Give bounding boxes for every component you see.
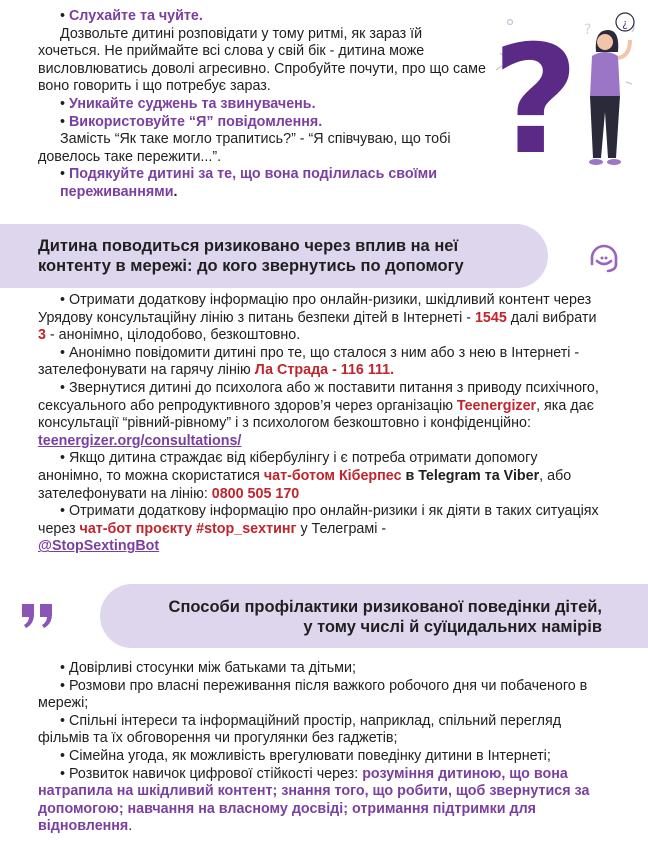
- helpline-item-teenergizer: • Звернутися дитині до психолога або ж поставити питання з приводу психічного, сексуального або репродуктивного здоров’я через організацію Teenergizer, яка дає консультації “рівний-рівному” і з психологом безкоштовно і конфіденційно: teenergizer.org/consultations/: [38, 379, 599, 449]
- helpline-banner: [0, 224, 548, 288]
- svg-text:¿: ¿: [622, 17, 628, 30]
- svg-text:?: ?: [492, 14, 580, 170]
- prevention-item: • Розмови про власні переживання після важкого робочого дня чи побаченого в мережі;: [38, 677, 588, 712]
- tip-i-messages-text: Замість “Як таке могло трапитись?” - “Я співчуваю, що тобі довелось таке пережити...”.: [38, 131, 451, 165]
- helpline-item-gov: • Отримати додаткову інформацію про онлайн-ризики, шкідливий контент через Урядову консультаційну лінію з питань безпеки дітей в Інтернеті - 1545 далі вибрати 3 - анонімно, цілодобово, безкоштовно.: [38, 292, 597, 344]
- helpline-item-lastrada: • Анонімно повідомити дитині про те, що сталося з ним або з нею в Інтернеті - зателефонувати на гарячу лінію Ла Страда - 116 111.: [38, 344, 580, 379]
- prevention-item: • Розвиток навичок цифрової стійкості через: розуміння дитиною, що вона натрапила на шкідливий контент; знання того, що робити, щоб звернутися за допомогою; навчання на власному досвіді; отримання підтримки для відновлення.: [38, 765, 590, 835]
- tip-listen: • Слухайте та чуйте.: [60, 8, 203, 24]
- prevention-banner: [100, 584, 648, 648]
- tip-avoid-judgement: • Уникайте суджень та звинувачень.: [60, 95, 316, 112]
- tip-thank: • Подякуйте дитині за те, що вона поділилась своїми переживаннями.: [60, 166, 438, 200]
- helpline-banner-title: Дитина поводиться ризиковано через вплив на неї контенту в мережі: до кого звернутись по допомогу: [38, 237, 464, 275]
- stopsexting-bot-link[interactable]: @StopSextingBot: [38, 538, 160, 555]
- helpline-item-kiberpes: • Якщо дитина страждає від кібербулінгу і є потреба отримати допомогу анонімно, то можна скористатися чат-ботом Кіберпес в Telegram та Viber, або зателефонувати на лінію: 0800 505 170: [38, 450, 572, 502]
- headset-icon: [585, 238, 623, 274]
- svg-text:?: ?: [584, 22, 592, 38]
- prevention-banner-title: Способи профілактики ризикованої поведінки дітей, у тому числі й суїцидальних намірів: [168, 598, 602, 636]
- quote-icon: [20, 600, 56, 630]
- helpline-item-stopsexting: • Отримати додаткову інформацію про онлайн-ризики і як діяти в таких ситуаціях через чат-бот проєкту #stop_sexтинг у Телеграмі - @StopSextingBot: [38, 503, 599, 555]
- tip-i-messages: • Використовуйте “Я” повідомлення.: [60, 113, 323, 130]
- prevention-item: • Сімейна угода, як можливість врегулювати поведінку дитини в Інтернеті;: [60, 747, 551, 764]
- helplines-section: [38, 292, 604, 556]
- prevention-item: • Спільні інтереси та інформаційний простір, наприклад, спільний перегляд фільмів та їх обговорення чи прогулянки без гаджетів;: [38, 712, 562, 747]
- tip-listen-text: Дозвольте дитині розповідати у тому ритмі, як зараз їй хочеться. Не приймайте всі слова у свій бік - дитина може висловлюватись доволі агресивно. Спробуйте почути, про що саме воно говорить і що потребує зараз.: [38, 25, 486, 95]
- question-woman-illustration: [492, 12, 642, 170]
- tips-section: [38, 8, 488, 202]
- prevention-item: • Довірливі стосунки між батьками та дітьми;: [60, 660, 356, 676]
- teenergizer-link[interactable]: teenergizer.org/consultations/: [38, 432, 242, 449]
- prevention-section: [38, 660, 604, 836]
